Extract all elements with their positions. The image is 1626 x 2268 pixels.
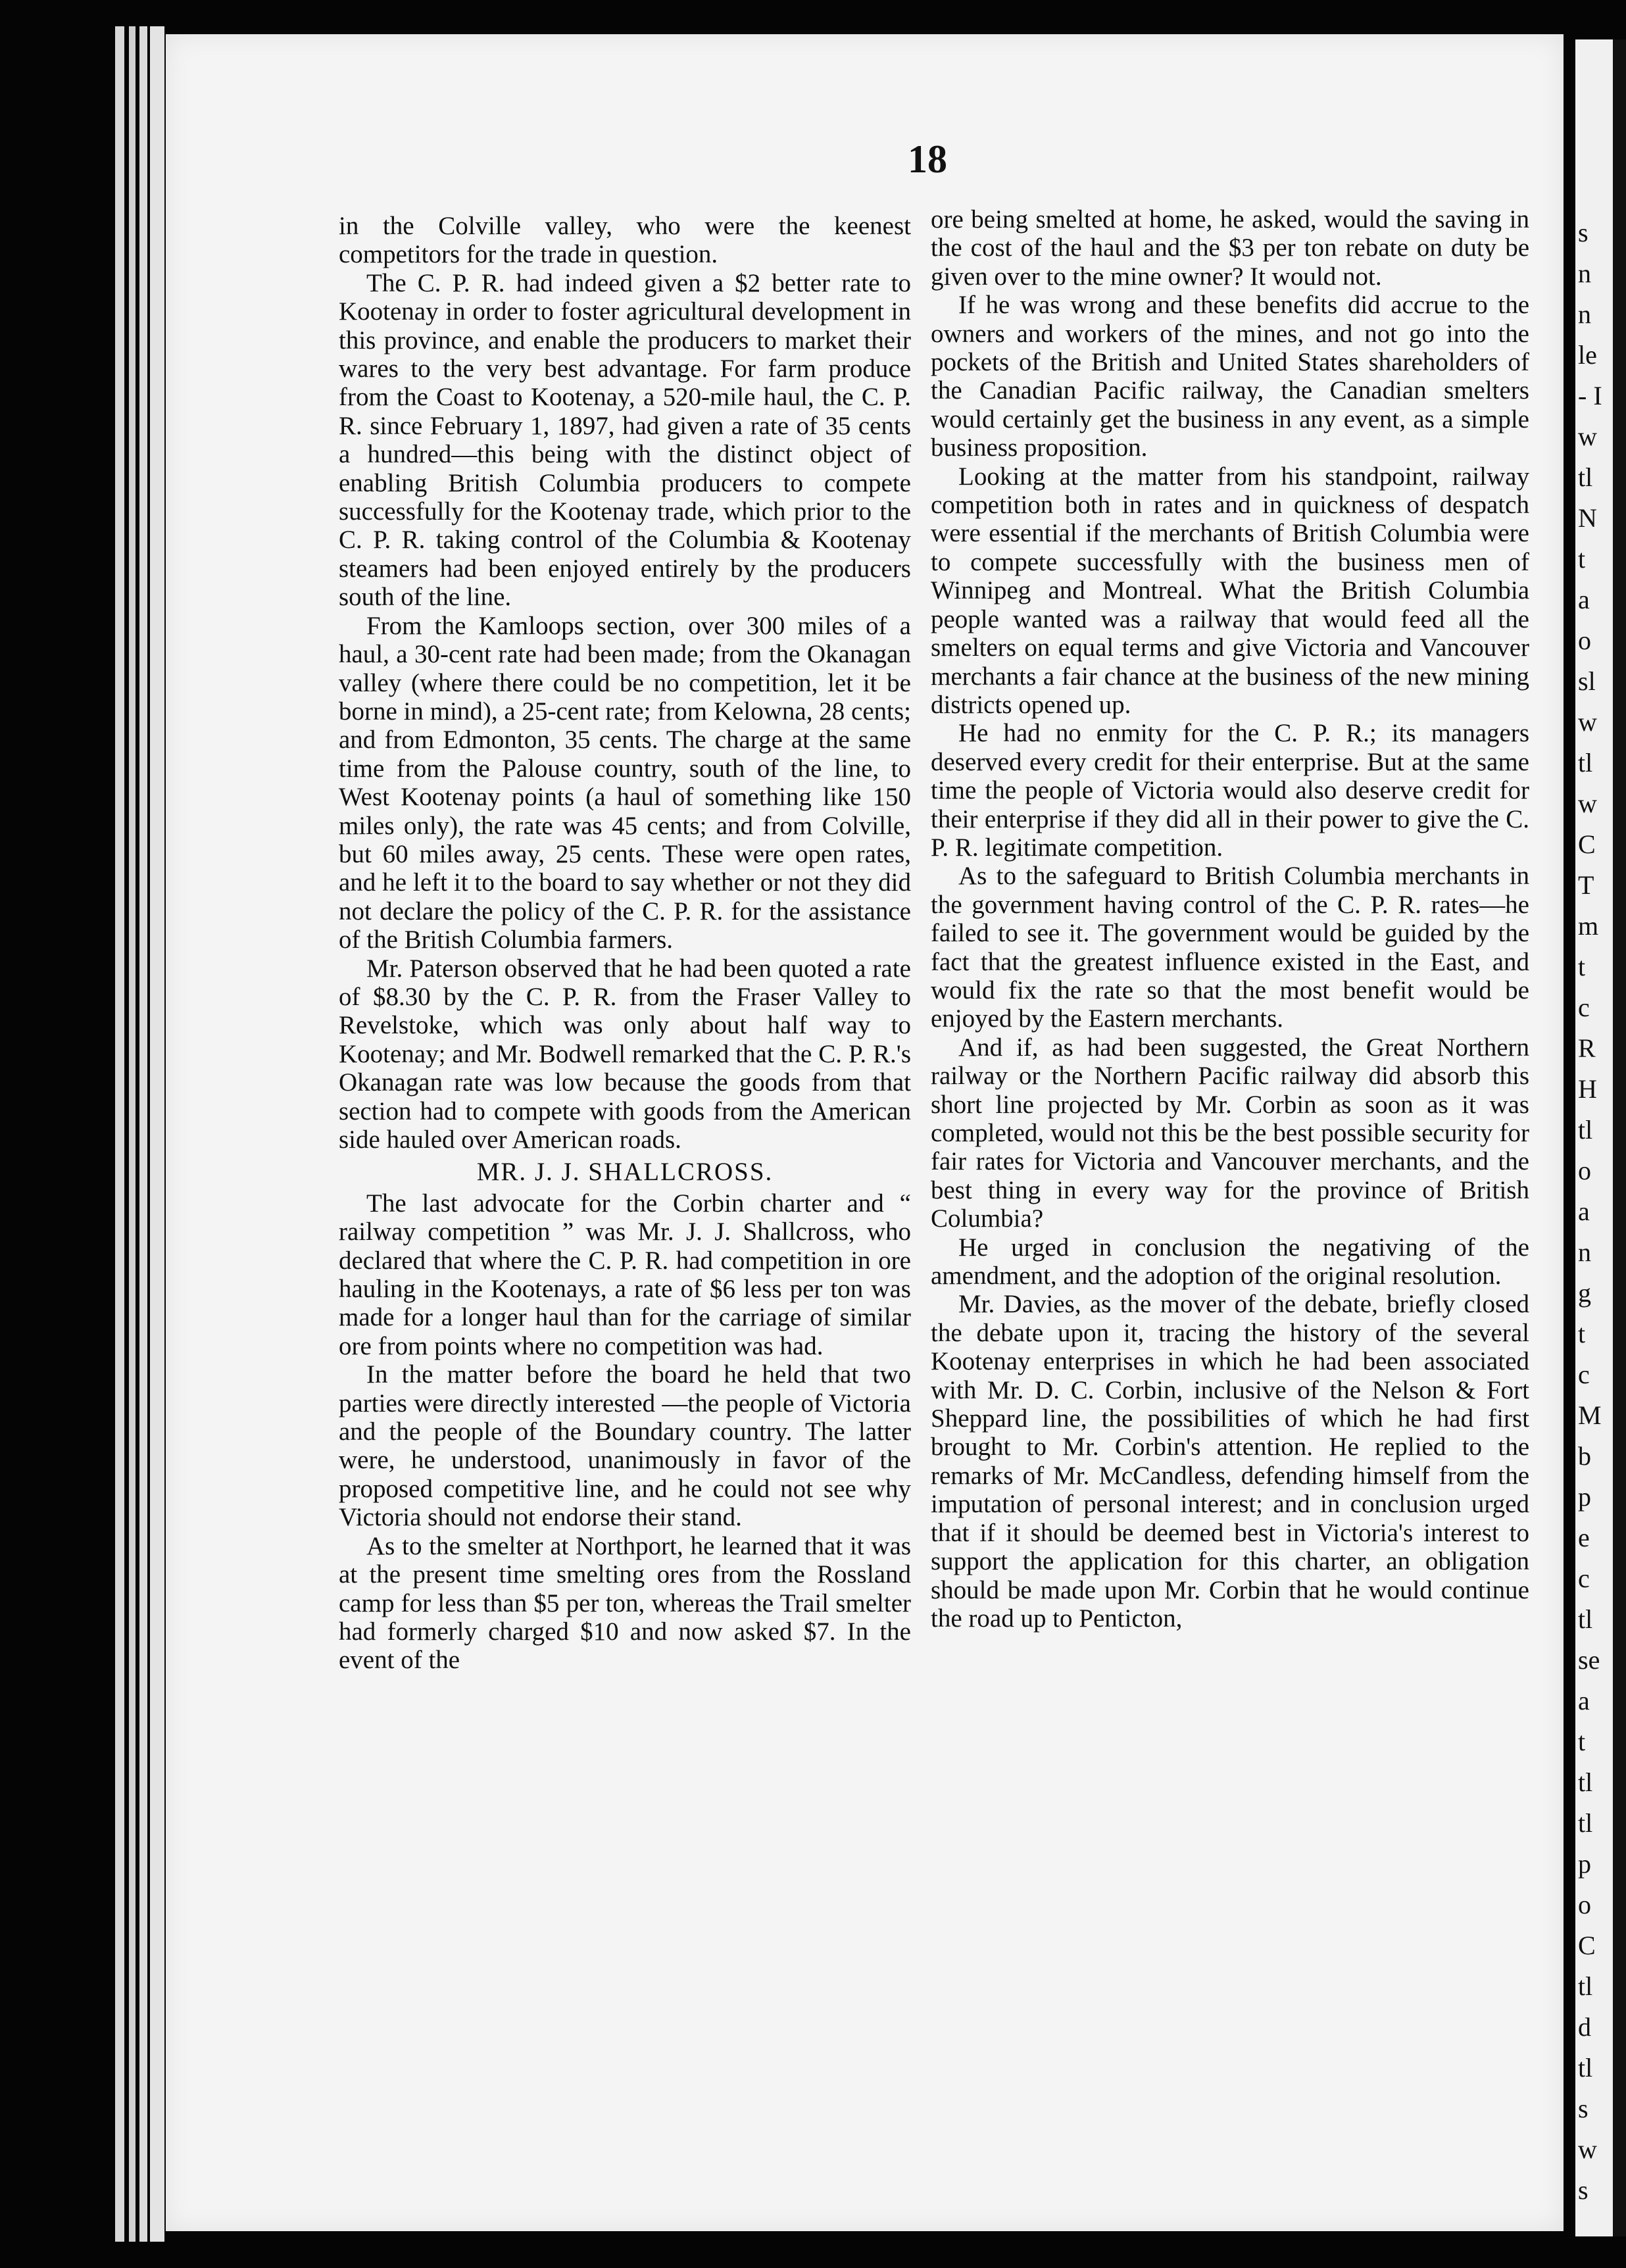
facing-page-fragment: T bbox=[1578, 870, 1594, 900]
facing-page-fragment: t bbox=[1578, 1319, 1586, 1348]
paragraph: He had no enmity for the C. P. R.; its managers deserved every credit for their enterprise. But at the same time the people of Victoria would also deserve credit for their enterprise if they did all in their power to give the C. P. R. legitimate competition. bbox=[931, 719, 1529, 862]
facing-page-fragment: tl bbox=[1578, 2053, 1593, 2083]
right-column bbox=[931, 205, 1529, 1633]
facing-page-fragment: se bbox=[1578, 1645, 1600, 1675]
facing-page-fragment: tl bbox=[1578, 1604, 1593, 1634]
facing-page-fragment: p bbox=[1578, 1482, 1591, 1512]
facing-page-fragment: M bbox=[1578, 1400, 1602, 1430]
facing-page-fragment: o bbox=[1578, 1890, 1591, 1919]
page-number: 18 bbox=[908, 137, 947, 181]
facing-page-fragment: t bbox=[1578, 952, 1586, 981]
paragraph: And if, as had been suggested, the Great Northern railway or the Northern Pacific railway did absorb this short line projected by Mr. Corbin as soon as it was completed, would not this be the best possible security for fair rates for Victoria and Vancouver merchants, and the best thing in every way for the province of British Columbia? bbox=[931, 1033, 1529, 1233]
facing-page-fragment: H bbox=[1578, 1074, 1597, 1104]
facing-page-fragment: w bbox=[1578, 422, 1597, 451]
facing-page-fragment: N bbox=[1578, 503, 1597, 533]
facing-page-fragment: a bbox=[1578, 1686, 1590, 1715]
facing-page-edge bbox=[1575, 39, 1626, 2236]
paragraph: Mr. Davies, as the mover of the debate, briefly closed the debate upon it, tracing the history of the several Kootenay enterprises in which he had been associated with Mr. D. C. Corbin, inclusive of the Nelson & Fort Sheppard line, the possibilities of which he had first brought to Mr. Corbin's attention. He replied to the remarks of Mr. McCandless, defending himself from the imputation of personal interest; and in conclusion urged that if it should be deemed best in Victoria's interest to support the application for this charter, an obligation should be made upon Mr. Corbin that he would continue the road up to Penticton, bbox=[931, 1290, 1529, 1633]
page-edge bbox=[139, 26, 147, 2242]
paragraph: Mr. Paterson observed that he had been quoted a rate of $8.30 by the C. P. R. from the Fraser Valley to Revelstoke, which was only about half way to Kootenay; and Mr. Bodwell remarked that the C. P. R.'s Okanagan rate was low because the goods from that section had to compete with goods from the American side hauled over American roads. bbox=[339, 954, 911, 1154]
scan-border bbox=[1613, 39, 1626, 2236]
facing-page-fragment: n bbox=[1578, 1237, 1591, 1267]
facing-page-fragment: s bbox=[1578, 2175, 1589, 2205]
facing-page-fragment: c bbox=[1578, 993, 1590, 1022]
paragraph: If he was wrong and these benefits did accrue to the owners and workers of the mines, and not go into the pockets of the British and United States shareholders of the Canadian Pacific railway, the Canadian smelters would certainly get the business in any event, as a simple business proposition. bbox=[931, 291, 1529, 462]
facing-page-fragment: w bbox=[1578, 2134, 1597, 2164]
paragraph: Looking at the matter from his standpoint, railway competition both in rates and in quickness of despatch were essential if the merchants of British Columbia were to compete successfully with the business men of Winnipeg and Montreal. What the British Columbia people wanted was a railway that would feed all the smelters on equal terms and give Victoria and Vancouver merchants a fair chance at the business of the new mining districts opened up. bbox=[931, 462, 1529, 719]
facing-page-fragment: a bbox=[1578, 1196, 1590, 1226]
facing-page-fragment: o bbox=[1578, 1156, 1591, 1185]
facing-page-fragment: s bbox=[1578, 218, 1589, 247]
page-edge bbox=[129, 26, 136, 2242]
facing-page-fragment: tl bbox=[1578, 462, 1593, 492]
facing-page-fragment: t bbox=[1578, 544, 1586, 574]
paragraph: In the matter before the board he held that two parties were directly interested —the people of Victoria and the people of the Boundary country. The latter were, he understood, unanimously in favor of the proposed competitive line, and he could not see why Victoria should not endorse their stand. bbox=[339, 1360, 911, 1532]
facing-page-fragment: tl bbox=[1578, 1767, 1593, 1797]
facing-page-fragment: c bbox=[1578, 1360, 1590, 1389]
paragraph: As to the safeguard to British Columbia merchants in the government having control of the C. P. R. rates—he failed to see it. The government would be guided by the fact that the greatest influence existed in the East, and would fix the rate so that the most benefit would be enjoyed by the Eastern merchants. bbox=[931, 862, 1529, 1033]
facing-page-fragment: tl bbox=[1578, 748, 1593, 777]
facing-page-fragment: le bbox=[1578, 340, 1597, 370]
facing-page-fragment: t bbox=[1578, 1727, 1586, 1756]
paragraph: The last advocate for the Corbin charter and “ railway competition ” was Mr. J. J. Shallcross, who declared that where the C. P. R. had competition in ore hauling in the Kootenays, a rate of $6 less per ton was made for a longer haul than for the carriage of similar ore from points where no competition was had. bbox=[339, 1189, 911, 1360]
facing-page-fragment: c bbox=[1578, 1564, 1590, 1593]
facing-page-fragment: w bbox=[1578, 707, 1597, 737]
facing-page-fragment: tl bbox=[1578, 1115, 1593, 1145]
facing-page-fragment: R bbox=[1578, 1033, 1596, 1063]
facing-page-fragment: g bbox=[1578, 1278, 1591, 1308]
paragraph: He urged in conclusion the negativing of the amendment, and the adoption of the original resolution. bbox=[931, 1233, 1529, 1291]
facing-page-fragment: m bbox=[1578, 911, 1599, 941]
facing-page-fragment: C bbox=[1578, 1931, 1596, 1960]
paragraph: ore being smelted at home, he asked, would the saving in the cost of the haul and the $3 per ton rebate on duty be given over to the mine owner? It would not. bbox=[931, 205, 1529, 291]
facing-page-fragment: C bbox=[1578, 829, 1596, 859]
facing-page-fragment: b bbox=[1578, 1441, 1591, 1471]
facing-page-fragment: d bbox=[1578, 2012, 1591, 2042]
facing-page-fragment: o bbox=[1578, 626, 1591, 655]
page-edge bbox=[150, 26, 164, 2242]
facing-page-fragment: p bbox=[1578, 1849, 1591, 1879]
paragraph: The C. P. R. had indeed given a $2 better rate to Kootenay in order to foster agricultural development in this province, and enable the producers to market their wares to the very best advantage. For farm produce from the Coast to Kootenay, a 520-mile haul, the C. P. R. since February 1, 1897, had given a rate of 35 cents a hundred—this being with the distinct object of enabling British Columbia producers to compete successfully for the Kootenay trade, which prior to the C. P. R. taking control of the Columbia & Kootenay steamers had been enjoyed entirely by the producers south of the line. bbox=[339, 268, 911, 612]
section-heading: MR. J. J. SHALLCROSS. bbox=[476, 1158, 774, 1187]
left-column bbox=[339, 212, 911, 1675]
facing-page-fragment: s bbox=[1578, 2094, 1589, 2123]
facing-page-fragment: tl bbox=[1578, 1971, 1593, 2001]
facing-page-fragment: a bbox=[1578, 585, 1590, 614]
facing-page-fragment: w bbox=[1578, 789, 1597, 818]
paragraph: in the Colville valley, who were the keenest competitors for the trade in question. bbox=[339, 212, 911, 269]
facing-page-fragment: n bbox=[1578, 259, 1591, 288]
facing-page-fragment: n bbox=[1578, 299, 1591, 329]
facing-page-fragment: e bbox=[1578, 1523, 1590, 1552]
paragraph: As to the smelter at Northport, he learned that it was at the present time smelting ores from the Rossland camp for less than $5 per ton, whereas the Trail smelter had formerly charged $10 and now asked $7. In the event of the bbox=[339, 1531, 911, 1675]
facing-page-fragment: tl bbox=[1578, 1808, 1593, 1838]
page-edge bbox=[115, 26, 124, 2242]
facing-page-fragment: - I bbox=[1578, 381, 1602, 410]
paragraph: From the Kamloops section, over 300 miles of a haul, a 30-cent rate had been made; from the Okanagan valley (where there could be no competition, let it be borne in mind), a 25-cent rate; from Kelowna, 28 cents; and from Edmonton, 35 cents. The charge at the same time from the Palouse country, south of the line, to West Kootenay points (a haul of something like 150 miles only), the rate was 45 cents; and from Colville, but 60 miles away, 25 cents. These were open rates, and he left it to the board to say whether or not they did not declare the policy of the C. P. R. for the assistance of the British Columbia farmers. bbox=[339, 611, 911, 954]
facing-page-fragment: sl bbox=[1578, 666, 1596, 696]
